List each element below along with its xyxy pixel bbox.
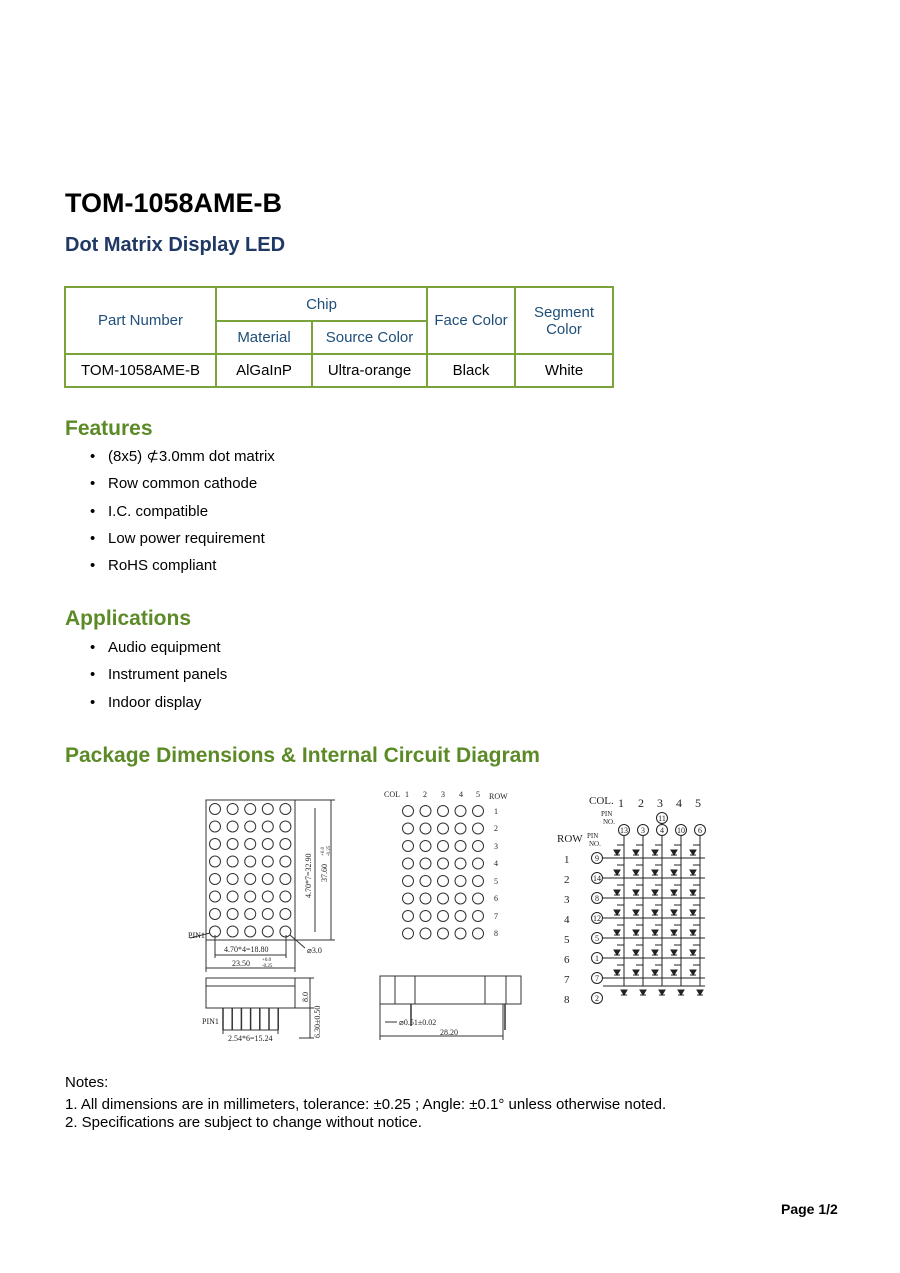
led-dot (438, 858, 449, 869)
led-dot (420, 911, 431, 922)
circuit-col-number: 1 (618, 796, 624, 810)
document-title: TOM-1058AME-B (65, 188, 283, 218)
led-dot (438, 928, 449, 939)
led-dot (245, 839, 256, 850)
led-dot (227, 926, 238, 937)
cell-face-color: Black (427, 354, 515, 387)
led-dot (227, 839, 238, 850)
led-dot (227, 909, 238, 920)
led-dot (473, 893, 484, 904)
led-diode-icon (652, 850, 658, 855)
led-diode-icon (671, 870, 677, 875)
led-diode-icon (633, 890, 639, 895)
led-dot (210, 804, 221, 815)
led-diode-icon (614, 950, 620, 955)
led-dot (262, 821, 273, 832)
led-dot (227, 874, 238, 885)
led-dot (403, 806, 414, 817)
circuit-row-pin: 7 (595, 974, 599, 983)
led-diode-icon (690, 910, 696, 915)
matrix-row-number: 8 (494, 929, 498, 938)
led-dot (280, 909, 291, 920)
led-dot (245, 874, 256, 885)
matrix-row-number: 5 (494, 877, 498, 886)
dim-pin-length-label: 6.30±0.50 (313, 1005, 322, 1038)
matrix-col-number: 2 (423, 790, 427, 799)
note-item: 2. Specifications are subject to change without notice. (65, 1114, 422, 1131)
led-dot (245, 821, 256, 832)
led-dot (280, 891, 291, 902)
dim-thickness-label: 8.0 (301, 992, 310, 1002)
dim-height-label: 4.70*7=32.90 (304, 853, 313, 898)
led-diode-icon (614, 970, 620, 975)
led-dot (455, 806, 466, 817)
led-diode-icon (633, 850, 639, 855)
led-dot (262, 839, 273, 850)
led-dot (473, 858, 484, 869)
cell-part-number: TOM-1058AME-B (65, 354, 216, 387)
circuit-top-pin: 11 (658, 814, 666, 823)
led-dot (455, 823, 466, 834)
list-item: • RoHS compliant (86, 556, 275, 583)
matrix-numbering-drawing (378, 785, 528, 950)
features-heading: Features (65, 417, 153, 440)
led-dot (455, 858, 466, 869)
pin-diameter-label: ⌀0.51±0.02 (399, 1018, 437, 1027)
circuit-diagram (552, 790, 717, 1010)
led-dot (227, 891, 238, 902)
led-diode-icon (671, 930, 677, 935)
led-dot (262, 874, 273, 885)
led-dot (262, 891, 273, 902)
led-diode-icon (633, 870, 639, 875)
circuit-row-number: 5 (564, 934, 570, 946)
led-dot (245, 926, 256, 937)
matrix-col-number: 5 (476, 790, 480, 799)
list-item: • Row common cathode (86, 474, 275, 501)
led-diode-icon (633, 930, 639, 935)
led-dot (210, 874, 221, 885)
led-dot (420, 893, 431, 904)
led-dot (473, 806, 484, 817)
pin1-label-front: PIN1 (188, 931, 205, 940)
led-dot (455, 928, 466, 939)
led-diode-icon (678, 990, 684, 995)
list-item: • Audio equipment (86, 638, 227, 665)
circuit-col-pin: 13 (620, 826, 628, 835)
header-chip: Chip (216, 287, 427, 321)
led-diode-icon (671, 890, 677, 895)
led-dot (210, 856, 221, 867)
circuit-no-label: NO. (603, 818, 615, 826)
features-list (86, 447, 275, 583)
led-diode-icon (640, 990, 646, 995)
document-subtitle: Dot Matrix Display LED (65, 234, 286, 256)
header-material: Material (216, 321, 312, 354)
page-number: Page 1/2 (781, 1201, 838, 1217)
circuit-col-label: COL. (589, 795, 614, 807)
notes-heading: Notes: (65, 1074, 109, 1091)
led-diode-icon (652, 950, 658, 955)
led-dot (438, 911, 449, 922)
dim-body-height-label: 37.60 (320, 864, 329, 882)
led-diode-icon (633, 950, 639, 955)
led-dot (403, 911, 414, 922)
led-dot (280, 856, 291, 867)
matrix-row-number: 1 (494, 807, 498, 816)
led-dot (210, 891, 221, 902)
circuit-row-pin-label: PIN (587, 832, 599, 840)
matrix-col-label: COL (384, 790, 400, 799)
circuit-col-number: 5 (695, 796, 701, 810)
header-source-color: Source Color (312, 321, 427, 354)
matrix-row-number: 7 (494, 912, 498, 921)
led-diode-icon (614, 870, 620, 875)
circuit-row-number: 4 (564, 914, 570, 926)
dim-body-width-label: 23.50 (232, 959, 250, 968)
matrix-row-number: 6 (494, 894, 498, 903)
applications-heading: Applications (65, 607, 192, 630)
led-dot (262, 804, 273, 815)
applications-list (86, 638, 227, 720)
circuit-row-number: 2 (564, 874, 570, 886)
led-diode-icon (652, 970, 658, 975)
led-diode-icon (671, 850, 677, 855)
led-diode-icon (614, 930, 620, 935)
circuit-col-pin: 10 (677, 826, 685, 835)
led-dot (245, 804, 256, 815)
header-part-number: Part Number (65, 287, 216, 354)
led-dot (438, 806, 449, 817)
spec-table (64, 286, 614, 388)
list-item: • (8x5) ⊄3.0mm dot matrix (86, 447, 275, 474)
led-dot (245, 909, 256, 920)
matrix-col-number: 1 (405, 790, 409, 799)
led-dot (455, 911, 466, 922)
circuit-col-pin: 4 (660, 826, 664, 835)
led-dot (438, 876, 449, 887)
matrix-row-number: 2 (494, 824, 498, 833)
circuit-row-pin: 8 (595, 894, 599, 903)
led-dot (210, 821, 221, 832)
dot-diameter-label: ⌀3.0 (307, 946, 322, 955)
circuit-row-pin: 12 (593, 914, 601, 923)
led-dot (473, 876, 484, 887)
led-diode-icon (690, 890, 696, 895)
led-dot (210, 839, 221, 850)
led-dot (262, 909, 273, 920)
circuit-col-number: 3 (657, 796, 663, 810)
led-dot (455, 876, 466, 887)
led-diode-icon (633, 910, 639, 915)
circuit-row-pin: 14 (593, 874, 601, 883)
circuit-row-pin: 9 (595, 854, 599, 863)
led-diode-icon (633, 970, 639, 975)
led-dot (420, 858, 431, 869)
led-diode-icon (614, 910, 620, 915)
led-dot (227, 804, 238, 815)
note-item: 1. All dimensions are in millimeters, tolerance: ±0.25 ; Angle: ±0.1° unless otherwise noted. (65, 1096, 667, 1113)
header-segment-color: Segment Color (515, 287, 613, 354)
circuit-row-pin: 1 (595, 954, 599, 963)
led-dot (280, 874, 291, 885)
led-diode-icon (652, 870, 658, 875)
led-dot (280, 839, 291, 850)
led-dot (438, 893, 449, 904)
led-dot (227, 821, 238, 832)
circuit-row-number: 6 (564, 954, 570, 966)
led-dot (210, 909, 221, 920)
led-dot (403, 928, 414, 939)
led-dot (403, 858, 414, 869)
led-diode-icon (614, 850, 620, 855)
cell-material: AlGaInP (216, 354, 312, 387)
led-dot (280, 804, 291, 815)
led-dot (473, 841, 484, 852)
led-dot (420, 806, 431, 817)
matrix-col-number: 4 (459, 790, 463, 799)
led-dot (455, 841, 466, 852)
led-dot (473, 823, 484, 834)
led-dot (420, 841, 431, 852)
led-diode-icon (621, 990, 627, 995)
circuit-row-pin: 5 (595, 934, 599, 943)
led-dot (420, 928, 431, 939)
led-diode-icon (690, 850, 696, 855)
led-diode-icon (659, 990, 665, 995)
led-dot (420, 876, 431, 887)
cell-source-color: Ultra-orange (312, 354, 427, 387)
circuit-row-number: 8 (564, 994, 570, 1006)
tol-height-down: -0.25 (327, 845, 332, 856)
led-diode-icon (690, 870, 696, 875)
led-diode-icon (652, 930, 658, 935)
list-item: • Low power requirement (86, 529, 275, 556)
led-diode-icon (652, 890, 658, 895)
tol-width-up: +0.0 (262, 958, 272, 963)
circuit-row-number: 7 (564, 974, 570, 986)
led-dot (280, 821, 291, 832)
led-dot (403, 893, 414, 904)
circuit-row-number: 1 (564, 854, 570, 866)
led-dot (455, 893, 466, 904)
tol-width-down: -0.25 (262, 964, 273, 969)
list-item: • I.C. compatible (86, 502, 275, 529)
circuit-row-no-label: NO. (589, 840, 601, 848)
dim-length-label: 28.20 (440, 1028, 458, 1037)
tol-height-up: +0.0 (321, 846, 326, 856)
matrix-row-number: 3 (494, 842, 498, 851)
led-dot (280, 926, 291, 937)
circuit-col-pin: 6 (698, 826, 702, 835)
circuit-row-number: 3 (564, 894, 570, 906)
led-dot (227, 856, 238, 867)
led-diode-icon (690, 930, 696, 935)
dim-width-label: 4.70*4=18.80 (224, 945, 269, 954)
led-dot (403, 823, 414, 834)
led-diode-icon (690, 970, 696, 975)
circuit-pin-label: PIN (601, 810, 613, 818)
circuit-row-label: ROW (557, 833, 583, 845)
led-dot (245, 856, 256, 867)
led-dot (403, 841, 414, 852)
led-dot (420, 823, 431, 834)
package-heading: Package Dimensions & Internal Circuit Diagram (65, 744, 540, 767)
led-dot (262, 856, 273, 867)
led-diode-icon (671, 950, 677, 955)
led-dot (245, 891, 256, 902)
table-row (65, 354, 613, 387)
led-diode-icon (690, 950, 696, 955)
cell-segment-color: White (515, 354, 613, 387)
side-view-drawing (375, 972, 530, 1042)
list-item: • Instrument panels (86, 665, 227, 692)
led-diode-icon (697, 990, 703, 995)
list-item: • Indoor display (86, 693, 227, 720)
led-diode-icon (671, 970, 677, 975)
led-diode-icon (614, 890, 620, 895)
led-dot (438, 823, 449, 834)
matrix-row-number: 4 (494, 859, 498, 868)
circuit-col-number: 4 (676, 796, 682, 810)
header-face-color: Face Color (427, 287, 515, 354)
led-dot (473, 911, 484, 922)
matrix-col-number: 3 (441, 790, 445, 799)
led-dot (403, 876, 414, 887)
dim-pitch-label: 2.54*6=15.24 (228, 1034, 273, 1043)
led-dot (438, 841, 449, 852)
pin1-label-side: PIN1 (202, 1017, 219, 1026)
circuit-row-pin: 2 (595, 994, 599, 1003)
matrix-row-label: ROW (489, 792, 508, 801)
front-view-drawing (180, 790, 340, 1050)
circuit-col-pin: 3 (641, 826, 645, 835)
circuit-col-number: 2 (638, 796, 644, 810)
led-dot (473, 928, 484, 939)
led-diode-icon (652, 910, 658, 915)
led-dot (262, 926, 273, 937)
led-diode-icon (671, 910, 677, 915)
